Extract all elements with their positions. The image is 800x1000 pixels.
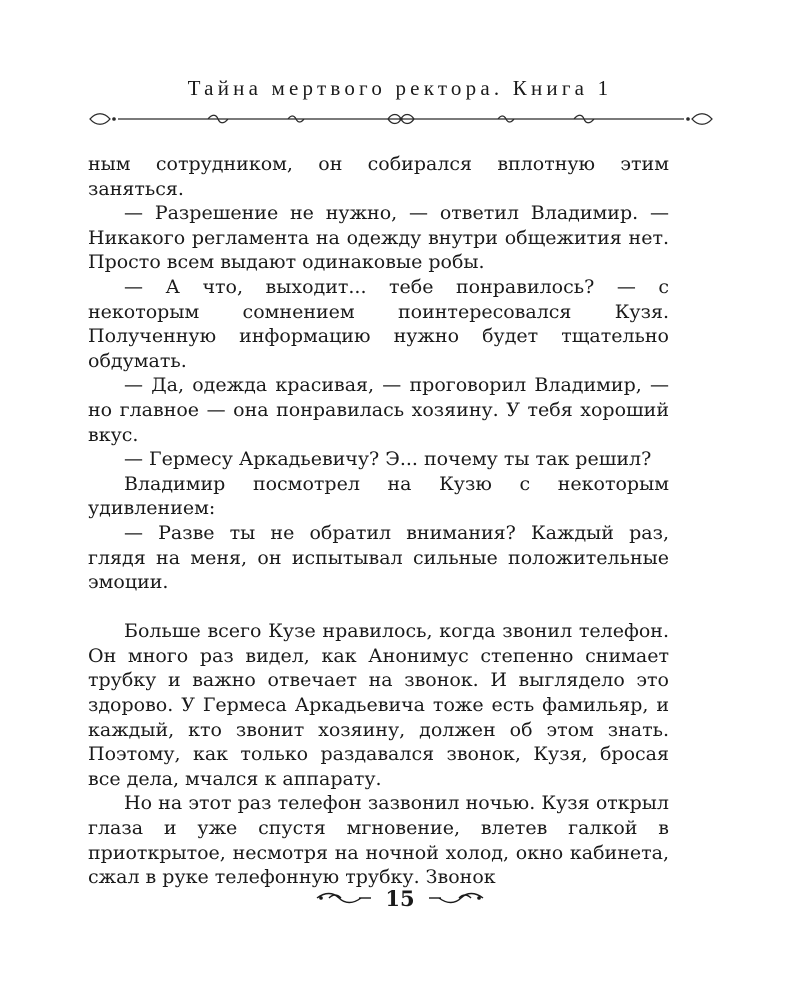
paragraph: — Да, одежда красивая, — проговорил Владимир, — но главное — она понравилась хозяину. У тебя хороший вкус. xyxy=(88,374,669,446)
running-title: Тайна мертвого ректора. Книга 1 xyxy=(187,76,613,100)
folio-flourish-icon xyxy=(315,891,373,905)
folio xyxy=(0,883,800,913)
paragraph: ным сотрудником, он собирался вплотную этим заняться. xyxy=(88,153,669,200)
folio-flourish-icon xyxy=(427,891,485,905)
page-number: 15 xyxy=(385,885,415,911)
paragraph: Больше всего Кузе нравилось, когда звонил телефон. Он много раз видел, как Анонимус степенно снимает трубку и важно отвечает на звонок. И выглядело это здорово. У Гермеса Аркадьевича тоже есть фамильяр, и каждый, кто звонит хозяину, должен об этом знать. Поэтому, как только раздавался звонок, Кузя, бросая все дела, мчался к аппарату. xyxy=(88,620,669,790)
decorative-rule-icon xyxy=(88,110,714,128)
paragraph: — Разве ты не обратил внимания? Каждый раз, глядя на меня, он испытывал сильные положительные эмоции. xyxy=(88,521,669,594)
paragraph: Но на этот раз телефон зазвонил ночью. Кузя открыл глаза и уже спустя мгновение, влетев галкой в приоткрытое, несмотря на ночной холод, окно кабинета, сжал в руке телефонную трубку. Звонок xyxy=(88,792,669,889)
section-break xyxy=(88,595,669,620)
paragraph: Владимир посмотрел на Кузю с некоторым удивлением: xyxy=(88,472,669,520)
paragraph: — А что, выходит... тебе понравилось? — с некоторым сомнением поинтересовался Кузя. Полученную информацию нужно будет тщательно обдумать. xyxy=(88,275,669,372)
main-text xyxy=(88,152,669,890)
paragraph: — Разрешение не нужно, — ответил Владимир. — Никакого регламента на одежду внутри общежития нет. Просто всем выдают одинаковые робы. xyxy=(88,202,669,274)
paragraph: — Гермесу Аркадьевичу? Э... почему ты так решил? xyxy=(124,448,652,471)
